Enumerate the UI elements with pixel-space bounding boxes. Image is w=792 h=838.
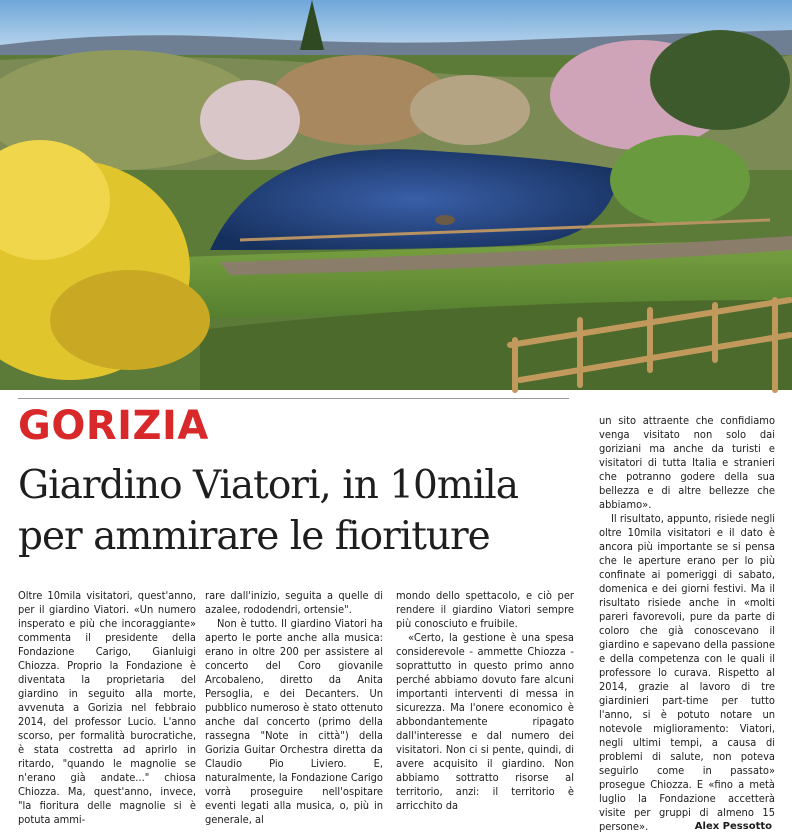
article-column-2 [205, 589, 383, 827]
section-rule [18, 398, 569, 399]
author-byline: Alex Pessotto [694, 821, 772, 832]
paragraph: Non è tutto. Il giardino Viatori ha aperto le porte anche alla musica: erano in oltre 200 per assistere al concerto del Coro giovanile Arcobaleno, diretto da Anita Persoglia, e dei Decanters. Un pubblico numeroso è stato ottenuto anche dal concerto (primo della rassegna "Note in città") della Gorizia Guitar Orchestra diretta da Claudio Pio Liviero. E, naturalmente, la Fondazione Carigo vorrà proseguire nell'ospitare eventi legati alla musica, o, più in generale, al [205, 617, 383, 826]
paragraph: Il risultato, appunto, risiede negli oltre 10mila visitatori e il dato è ancora più importante se si pensa che le aperture erano per lo più confinate ai pomeriggi di sabato, domenica e dei giorni festivi. Ma il risultato risiede anche in «molti pareri favorevoli, pure da parte di coloro che già conoscevano il giardino e sapevano della passione e della competenza con le quali il professore lo curava. Rispetto al 2014, grazie al lavoro di tre giardinieri part-time per tutto l'anno, si è potuto notare un notevole miglioramento: Viatori, negli ultimi tempi, a causa di problemi di salute, non poteva seguirlo come in passato» prosegue Chiozza. E «fino a metà luglio la Fondazione accetterà visite per gruppi di almeno 15 persone». [599, 512, 775, 833]
paragraph: un sito attraente che confidiamo venga visitato non solo dai goriziani ma anche da turisti e visitatori di tutta Italia e stranieri che potranno godere della sua bellezza e di altre bellezze che abbiamo». [599, 414, 775, 511]
garden-photo [0, 0, 792, 390]
paragraph: rare dall'inizio, seguita a quelle di azalee, rododendri, ortensie". [205, 589, 383, 616]
garden-photo-illustration [0, 0, 792, 390]
section-kicker: GORIZIA [18, 403, 209, 449]
article-headline: Giardino Viatori, in 10mila per ammirare le fioriture [18, 463, 519, 559]
paragraph: «Certo, la gestione è una spesa considerevole - ammette Chiozza - soprattutto in questo primo anno perché abbiamo dovuto fare alcuni importanti interventi di messa in sicurezza. Ma l'onere economico è abbondantemente ripagato dall'interesse e dal numero dei visitatori. Non ci si pente, quindi, di avere acquisito il giardino. Non abbiamo sottratto risorse al territorio, anzi: il territorio è arricchito da [396, 631, 574, 812]
paragraph: mondo dello spettacolo, e ciò per rendere il giardino Viatori sempre più conosciuto e fruibile. [396, 589, 574, 630]
article-column-1 [18, 589, 196, 827]
paragraph: Oltre 10mila visitatori, quest'anno, per il giardino Viatori. «Un numero insperato e più che incoraggiante» commenta il presidente della Fondazione Carigo, Gianluigi Chiozza. Proprio la Fondazione è diventata la proprietaria del giardino in seguito alla morte, avvenuta a Gorizia nel febbraio 2014, del professor Lucio. L'anno scorso, per formalità burocratiche, è stata costretta ad aprirlo in ritardo, "quando le magnolie se n'erano già andate..." chiosa Chiozza. Ma, quest'anno, invece, "la fioritura delle magnolie si è potuta ammi- [18, 589, 196, 826]
article-column-3 [396, 589, 574, 827]
